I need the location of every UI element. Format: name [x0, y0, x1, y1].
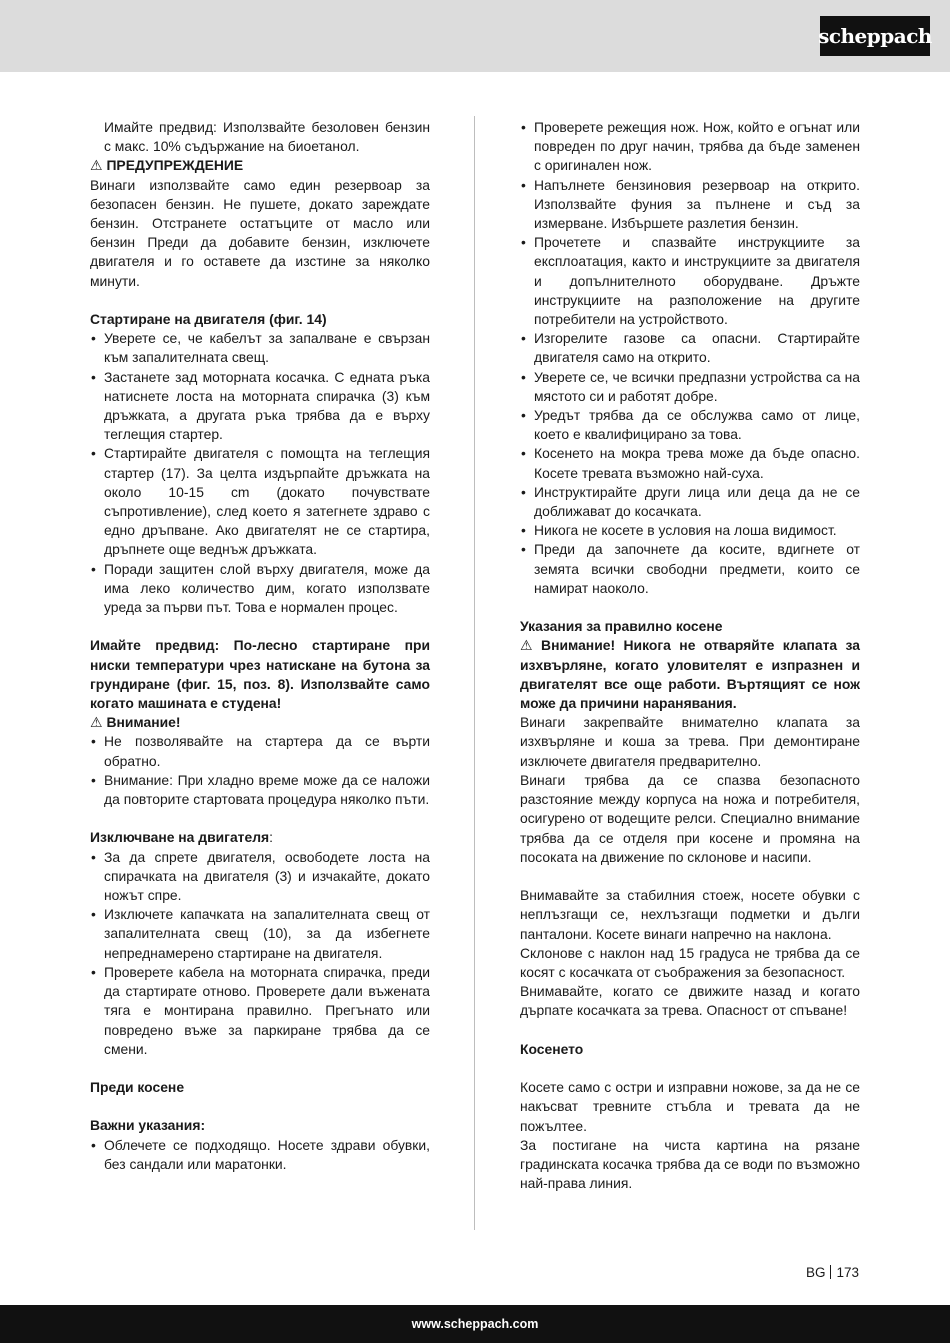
page-number-separator — [830, 1265, 831, 1279]
paragraph: Винаги закрепвайте внимателно клапата за изхвърляне и коша за трева. При демонтиране изключете двигателя предварително. — [520, 714, 860, 769]
list-item: • Облечете се подходящо. Носете здрави обувки, без сандали или маратонки. — [90, 1136, 430, 1174]
start-engine-heading: Стартиране на двигателя (фиг. 14) — [90, 311, 327, 328]
list-item: • Изгорелите газове са опасни. Стартирайте двигателя само на открито. — [520, 329, 860, 367]
footer-bar — [0, 1305, 950, 1343]
list-item: • Проверете кабела на моторната спирачка, преди да стартирате отново. Проверете дали въжената тяга е монтирана правилно. Прегънато или повредено въже за паркиране трябва да се смени. — [90, 963, 430, 1059]
brand-logo — [820, 16, 930, 56]
paragraph: Косете само с остри и изправни ножове, за да не се накъсват тревните стъбла и тревата да не пожълтее. — [520, 1079, 860, 1134]
warning-icon: ⚠ — [90, 157, 103, 174]
stop-engine-heading — [90, 828, 430, 847]
start-engine-list — [90, 329, 430, 617]
right-column — [520, 118, 860, 1193]
warning-icon: ⚠ — [520, 637, 538, 654]
page-lang: BG — [805, 1265, 826, 1280]
proper-mowing-warning — [520, 636, 860, 713]
list-item: • Не позволявайте на стартера да се върти обратно. — [90, 732, 430, 770]
list-item: • Прочетете и спазвайте инструкциите за експлоатация, както и инструкциите за двигателя и допълнителното оборудване. Дръжте инструкциите на разположение на другите потребители на устройството. — [520, 233, 860, 329]
left-column — [90, 118, 430, 1174]
stop-engine-list — [90, 848, 430, 1059]
warning-icon: ⚠ — [90, 714, 103, 731]
paragraph: Внимавайте за стабилния стоеж, носете обувки с неплъзгащи се, нехлъзгащи подметки и дълги панталони. Косете винаги напречно на наклона. — [520, 887, 860, 942]
paragraph: Склонове с наклон над 15 градуса не трябва да се косят с косачката от съображения за безопасност. — [520, 944, 860, 980]
proper-mowing-heading: Указания за правилно косене — [520, 618, 723, 635]
warning-heading — [90, 156, 430, 175]
attention-heading — [90, 713, 430, 732]
header-bar — [0, 0, 950, 72]
stop-engine-heading-text: Изключване на двигателя — [90, 829, 270, 846]
attention-heading-text: Внимание! — [106, 714, 181, 731]
list-item: • Косенето на мокра трева може да бъде опасно. Косете тревата възможно най-суха. — [520, 444, 860, 482]
list-item: • Напълнете бензиновия резервоар на открито. Използвайте фуния за пълнене и съд за измерване. Избършете разлетия бензин. — [520, 176, 860, 234]
before-mowing-heading: Преди косене — [90, 1079, 185, 1096]
list-item: • Уверете се, че всички предпазни устройства са на мястото си и работят добре. — [520, 368, 860, 406]
page-number-value: 173 — [836, 1265, 859, 1280]
list-item: • За да спрете двигателя, освободете лоста на спирачката на двигателя (3) и изчакайте, докато ножът спре. — [90, 848, 430, 906]
proper-mowing-warning-text: Внимание! Никога не отваряйте клапата за изхвърляне, когато уловителят е изпразнен и двигателят все още работи. Въртящият се нож може да причини наранявания. — [520, 637, 860, 712]
warning-text: Винаги използвайте само един резервоар за безопасен бензин. Не пушете, докато зареждате бензин. Отстранете остатъците от масло или бензин Преди да добавите бензин, изключете двигателя и го оставете да изстине за няколко минути. — [90, 176, 430, 289]
attention-list — [90, 732, 430, 809]
paragraph: Внимавайте, когато се движите назад и когато дърпате косачката за трева. Опасност от спъване! — [520, 983, 860, 1019]
list-item: • Стартирайте двигателя с помощта на теглещия стартер (17). За целта издърпайте дръжката на около 10-15 cm (докато почувствате съпротивление), след което я затегнете здраво с едно дръпване. Ако двигателят не се стартира, дръпнете още веднъж дръжката. — [90, 444, 430, 559]
paragraph: Винаги трябва да се спазва безопасното разстояние между корпуса на ножа и потребителя, осигурено от водещите релси. Специално внимание трябва да се отделя при косене и промяна на посоката на движение по склонове и насипи. — [520, 771, 860, 865]
column-divider — [474, 116, 475, 1230]
list-item: • Инструктирайте други лица или деца да не се доближават до косачката. — [520, 483, 860, 521]
note-unleaded-fuel: Имайте предвид: Използвайте безоловен бензин с макс. 10% съдържание на биоетанол. — [104, 119, 430, 155]
list-item: • Никога не косете в условия на лоша видимост. — [520, 521, 860, 540]
mowing-heading: Косенето — [520, 1040, 584, 1057]
page-number — [806, 1265, 859, 1280]
note-primer: Имайте предвид: По-лесно стартиране при ниски температури чрез натискане на бутона за грундиране (фиг. 15, поз. 8). Използвайте само когато машината е студена! — [90, 637, 430, 712]
list-item: • Уверете се, че кабелът за запалване е свързан към запалителната свещ. — [90, 329, 430, 367]
list-item: • Изключете капачката на запалителната свещ от запалителната свещ (10), за да избегнете непреднамерено стартиране на двигателя. — [90, 905, 430, 963]
footer-url: www.scheppach.com — [411, 1317, 539, 1331]
warning-heading-text: ПРЕДУПРЕЖДЕНИЕ — [106, 157, 244, 174]
list-item: • Проверете режещия нож. Нож, който е огънат или повреден по друг начин, трябва да бъде заменен с оригинален нож. — [520, 118, 860, 176]
list-item: • Застанете зад моторната косачка. С едната ръка натиснете лоста на моторната спирачка (3) към дръжката, а другата ръка трябва да е върху теглещия стартер. — [90, 368, 430, 445]
important-notes-heading: Важни указания: — [90, 1117, 206, 1134]
paragraph: За постигане на чиста картина на рязане градинската косачка трябва да се води по възможно най-права линия. — [520, 1136, 860, 1192]
safety-list — [520, 118, 860, 598]
list-item: • Уредът трябва да се обслужва само от лице, което е квалифицирано за това. — [520, 406, 860, 444]
important-notes-list — [90, 1136, 430, 1174]
list-item: • Поради защитен слой върху двигателя, може да има леко количество дим, когато използвате уреда за първи път. Това е нормален процес. — [90, 560, 430, 618]
brand-logo-text: scheppach — [818, 24, 932, 48]
list-item: • Внимание: При хладно време може да се наложи да повторите стартовата процедура няколко пъти. — [90, 771, 430, 809]
stop-engine-colon: : — [269, 829, 273, 846]
list-item: • Преди да започнете да косите, вдигнете от земята всички свободни предмети, които се намират наоколо. — [520, 540, 860, 598]
